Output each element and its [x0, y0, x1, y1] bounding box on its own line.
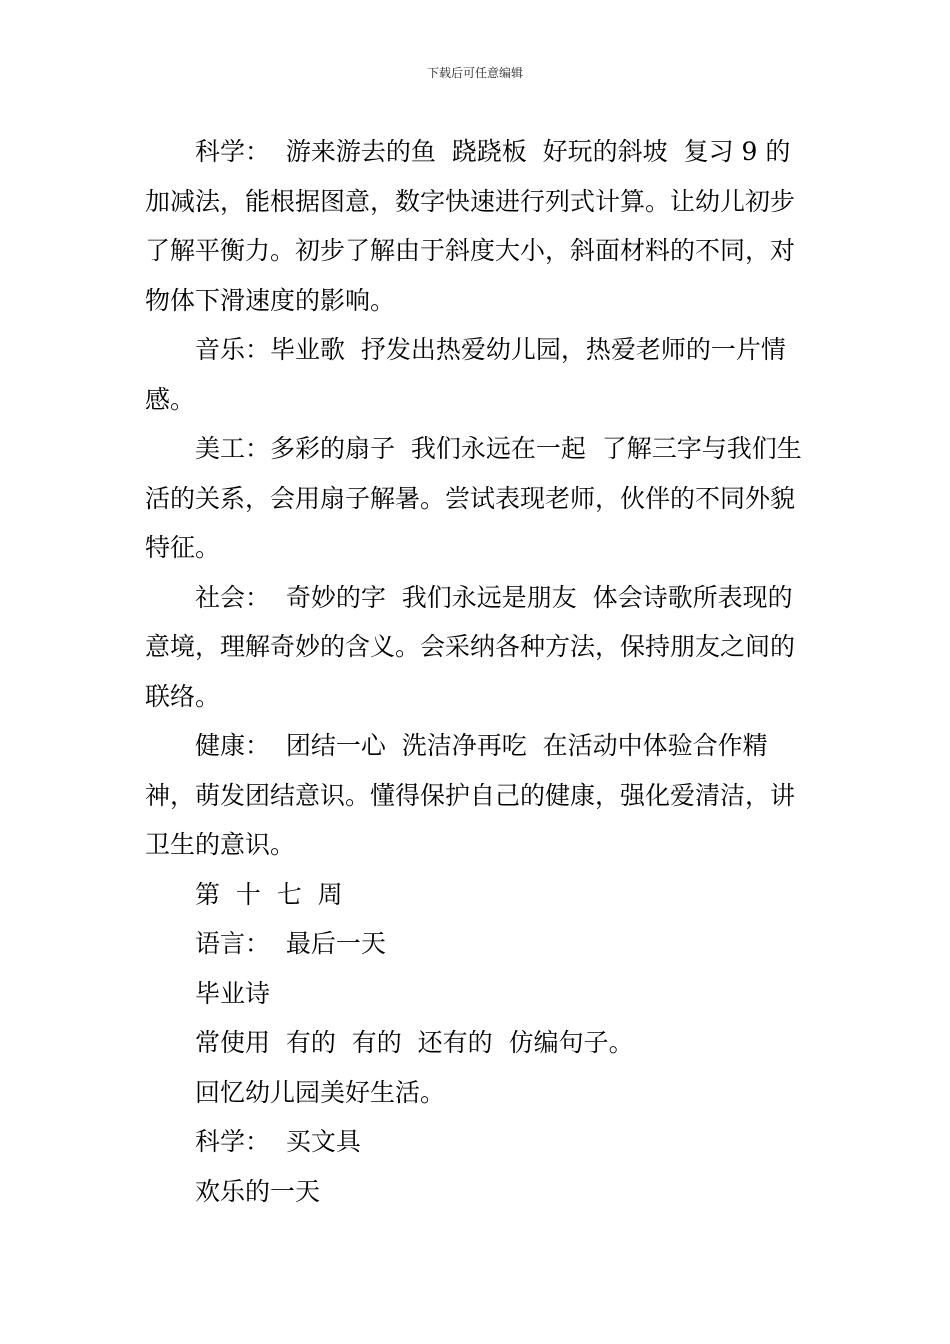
paragraph-art: 美工：多彩的扇子 我们永远在一起 了解三字与我们生活的关系，会用扇子解暑。尝试表现老师，伙伴的不同外貌特征。 [145, 434, 802, 562]
document-body [145, 127, 815, 1216]
paragraph-science-stationery: 科学： 买文具 [195, 1127, 361, 1156]
paragraph-sentence-practice: 常使用 有的 有的 还有的 仿编句子。 [195, 1028, 634, 1057]
paragraph-language: 语言： 最后一天 [195, 929, 386, 958]
paragraph-happy-day: 欢乐的一天 [195, 1176, 321, 1206]
paragraph-music: 音乐：毕业歌 抒发出热爱幼儿园，热爱老师的一片情感。 [145, 335, 786, 414]
paragraph-memory: 回忆幼儿园美好生活。 [195, 1077, 446, 1107]
page-header: 下载后可任意编辑 [426, 66, 523, 80]
paragraph-graduation-poem: 毕业诗 [195, 978, 271, 1008]
week-heading: 第 十 七 周 [195, 879, 343, 909]
paragraph-health: 健康： 团结一心 洗洁净再吃 在活动中体验合作精神，萌发团结意识。懂得保护自己的健康，强化爱清洁，讲卫生的意识。 [145, 731, 796, 859]
paragraph-science: 科学： 游来游去的鱼 跷跷板 好玩的斜坡 复习 9 的加减法，能根据图意，数字快速进行列式计算。让幼儿初步了解平衡力。初步了解由于斜度大小，斜面材料的不同，对物体下滑速度的影响。 [145, 137, 796, 315]
paragraph-society: 社会： 奇妙的字 我们永远是朋友 体会诗歌所表现的意境，理解奇妙的含义。会采纳各种方法，保持朋友之间的联络。 [145, 582, 796, 711]
